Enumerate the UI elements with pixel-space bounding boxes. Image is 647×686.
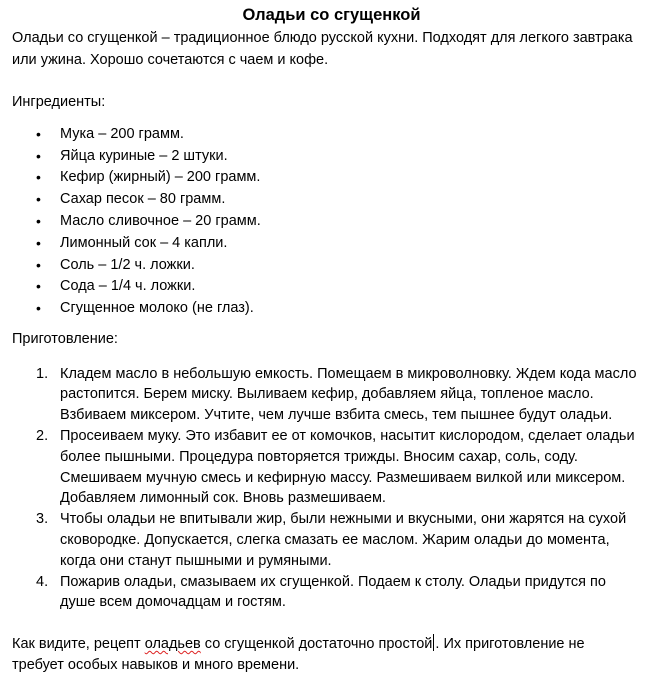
preparation-label: Приготовление:: [12, 330, 118, 347]
ingredient-text: Кефир (жирный) – 200 грамм.: [60, 169, 261, 186]
list-item: [12, 189, 637, 211]
bullet-icon: •: [36, 234, 41, 251]
list-item: [12, 124, 637, 146]
step-text: Кладем масло в небольшую емкость. Помещаем в микроволновку. Ждем кода масло растопится. Берем миску. Выливаем кефир, добавляем яйца, топленое масло. Взбиваем миксером. Учтите, чем лучше взбита смесь, тем пышнее будут оладьи.: [60, 365, 637, 424]
ingredient-text: Соль – 1/2 ч. ложки.: [60, 256, 195, 273]
bullet-icon: •: [36, 300, 41, 317]
step-number: 1.: [36, 365, 49, 382]
steps-list: [12, 364, 637, 614]
list-item: [12, 426, 637, 509]
bullet-icon: •: [36, 278, 41, 295]
conclusion-text-end: . Их приготовление не требует особых навыков и много времени.: [12, 636, 585, 674]
bullet-icon: •: [36, 169, 41, 186]
ingredients-label: Ингредиенты:: [12, 94, 106, 111]
list-item: [12, 298, 637, 320]
list-item: [12, 364, 637, 426]
step-number: 4.: [36, 573, 49, 590]
conclusion-paragraph: [12, 634, 637, 676]
bullet-icon: •: [36, 256, 41, 273]
list-item: [12, 233, 637, 255]
document-page[interactable]: [12, 4, 637, 676]
ingredient-text: Масло сливочное – 20 грамм.: [60, 212, 261, 229]
ingredient-text: Яйца куриные – 2 штуки.: [60, 147, 228, 164]
list-item: [12, 146, 637, 168]
step-text: Пожарив оладьи, смазываем их сгущенкой. Подаем к столу. Оладьи придутся по душе всем домочадцам и гостям.: [60, 573, 606, 611]
bullet-icon: •: [36, 191, 41, 208]
bullet-icon: •: [36, 212, 41, 229]
intro-paragraph: Оладьи со сгущенкой – традиционное блюдо русской кухни. Подходят для легкого завтрака или ужина. Хорошо сочетаются с чаем и кофе.: [12, 30, 633, 68]
step-text: Чтобы оладьи не впитывали жир, были нежными и вкусными, они жарятся на сухой сковородке. Допускается, слегка смазать ее маслом. Жарим оладьи до момента, когда они станут пышными и румяными.: [60, 511, 627, 569]
ingredient-text: Лимонный сок – 4 капли.: [60, 234, 228, 251]
list-item: [12, 211, 637, 233]
spelling-error-word[interactable]: оладьев: [144, 636, 201, 653]
list-item: [12, 509, 637, 571]
bullet-icon: •: [36, 125, 41, 142]
list-item: [12, 255, 637, 277]
step-number: 2.: [36, 427, 49, 444]
step-number: 3.: [36, 511, 49, 528]
ingredient-text: Сгущенное молоко (не глаз).: [60, 300, 254, 317]
ingredient-text: Мука – 200 грамм.: [60, 125, 184, 142]
conclusion-text-start: Как видите, рецепт: [12, 636, 145, 653]
ingredients-list: [12, 124, 637, 320]
conclusion-text-middle: со сгущенкой достаточно простой: [200, 636, 433, 653]
document-title: Оладьи со сгущенкой: [242, 6, 421, 24]
bullet-icon: •: [36, 147, 41, 164]
list-item: [12, 276, 637, 298]
step-text: Просеиваем муку. Это избавит ее от комочков, насытит кислородом, сделает оладьи более пышными. Процедура повторяется трижды. Вносим сахар, соль, соду. Смешиваем мучную смесь и кефирную массу. Размешиваем вилкой или миксером. Добавляем лимонный сок. Вновь размешиваем.: [60, 427, 635, 507]
list-item: [12, 572, 637, 614]
ingredient-text: Сахар песок – 80 грамм.: [60, 191, 226, 208]
list-item: [12, 167, 637, 189]
ingredient-text: Сода – 1/4 ч. ложки.: [60, 278, 196, 295]
